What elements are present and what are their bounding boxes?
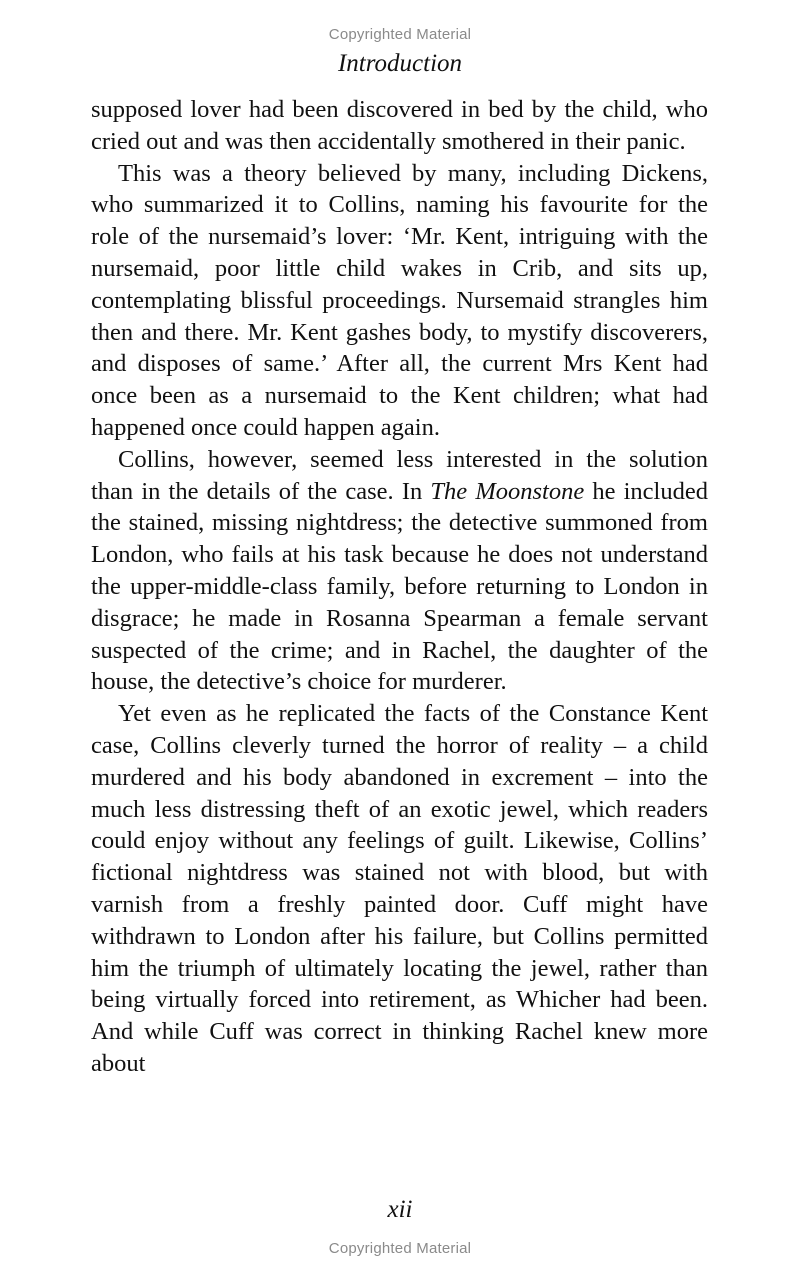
page-number: xii [387, 1196, 413, 1223]
paragraph-3-start: Collins, however, seemed less interested in the solution than in the details of the case. In [91, 445, 708, 505]
paragraph-4: Yet even as he replicated the facts of the Constance Kent case, Collins cleverly turned the horror of reality – a child murdered and his body abandoned in excrement – into the much less distressing theft of an exotic jewel, which readers could enjoy without any feelings of guilt. Likewise, Collins’ fictional nightdress was stained not with blood, but with varnish from a freshly painted door. Cuff might have withdrawn to London after his failure, but Collins permitted him the triumph of ultimately locating the jewel, rather than being virtually forced into retirement, as Whicher had been. And while Cuff was correct in thinking Rachel knew more about [91, 700, 708, 1077]
copyright-watermark-bottom: Copyrighted Material [328, 1240, 472, 1257]
paragraph-3-end: he included the stained, missing nightdress; the detective summoned from London, who fails at his task because he does not understand the upper-middle-class family, before returning to London in disgrace; he made in Rosanna Spearman a female servant suspected of the crime; and in Rachel, the daughter of the house, the detective’s choice for murderer. [91, 477, 708, 696]
paragraph-1: supposed lover had been discovered in bed by the child, who cried out and was then accidentally smothered in their panic. [91, 96, 708, 155]
body-text [91, 94, 708, 1080]
paragraph-3 [91, 444, 708, 698]
book-title-moonstone: The Moonstone [430, 477, 585, 505]
copyright-watermark-top: Copyrighted Material [328, 26, 472, 43]
running-head: Introduction [337, 50, 463, 77]
paragraph-2: This was a theory believed by many, including Dickens, who summarized it to Collins, naming his favourite for the role of the nursemaid’s lover: ‘Mr. Kent, intriguing with the nursemaid, poor little child wakes in Crib, and sits up, contemplating blissful proceedings. Nursemaid strangles him then and there. Mr. Kent gashes body, to mystify discoverers, and disposes of same.’ After all, the current Mrs Kent had once been as a nursemaid to the Kent children; what had happened once could happen again. [91, 159, 708, 441]
